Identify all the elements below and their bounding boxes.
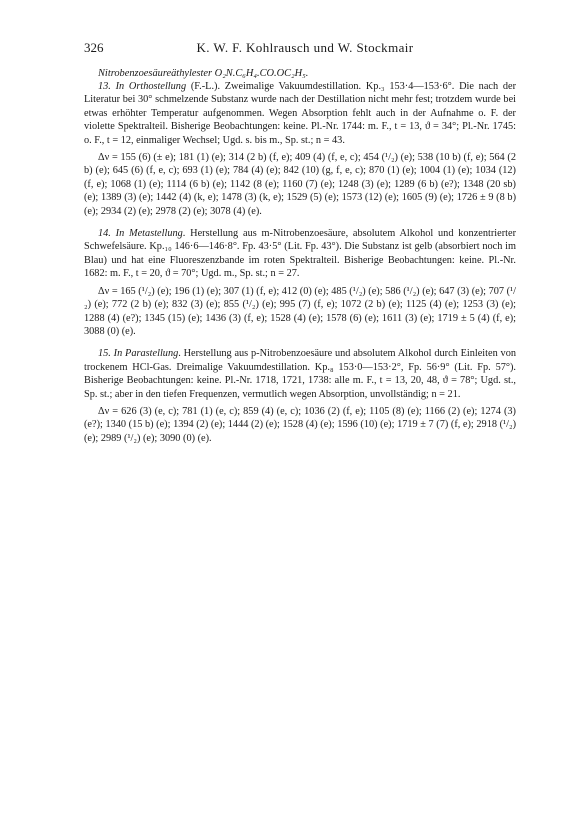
section-body: (F.-L.). Zweimalige Vakuumdestillation. Kp.₃ 153·4—153·6°. Die nach der Literatur bei 30° schmelzende Substanz wurde nach der Destillation nicht mehr fest; trotzdem wurde bei etwas erhöhter Temperatur aufgenommen. Wegen Absorption fehlt auch in der Aufnahme o. F. der violette Spektralteil. Bisherige Beobachtungen: keine. Pl.-Nr. 1744: m. F., t = 13, ϑ = 34°; Pl.-Nr. 1745: o. F., t = 12, einmaliger Wechsel; Ugd. s. bis m., Sp. st.; n = 43.: [84, 81, 516, 146]
page-header: [84, 40, 516, 56]
section-paragraph: [84, 227, 516, 281]
section-para: [84, 347, 516, 445]
page-number: 326: [84, 40, 104, 55]
section-body: . Herstellung aus m-Nitrobenzoesäure, absolutem Alkohol und konzentrierter Schwefelsäure. Kp.₁₀ 146·6—146·8°. Fp. 43·5° (Lit. Fp. 43°). Die Substanz ist gelb (absorbiert noch im Blau) und hat eine Fluoreszenzbande im roten Spektralteil. Bisherige Beobachtungen: keine. Pl.-Nr. 1682: m. F., t = 20, ϑ = 70°; Ugd. m., Sp. st.; n = 27.: [84, 228, 517, 280]
raman-spectrum: Δν = 165 (¹/₂) (e); 196 (1) (e); 307 (1) (f, e); 412 (0) (e); 485 (¹/₂) (e); 586 (¹/₂) (e); 647 (3) (e); 707 (¹/₂) (e); 772 (2 b) (e); 832 (3) (e); 855 (¹/₂) (e); 995 (7) (f, e); 1072 (2 b) (e); 1125 (4) (e); 1253 (3) (e); 1288 (4) (e?); 1345 (15) (e); 1436 (3) (f, e); 1528 (4) (e); 1578 (6) (e); 1611 (3) (e); 1719 ± 5 (4) (f, e); 3088 (0) (e).: [84, 285, 516, 337]
section-meta: [84, 227, 516, 338]
section-body: . Herstellung aus p-Nitrobenzoesäure und absolutem Alkohol durch Einleiten von trockenem HCl-Gas. Dreimalige Vakuumdestillation. Kp.₈ 153·0—153·2°, Fp. 56·9° (Lit. Fp. 57°). Bisherige Beobachtungen: keine. Pl.-Nr. 1718, 1721, 1738: alle m. F., t = 13, 20, 48, ϑ = 78°; Ugd. st., Sp. st.; aber in den tiefen Frequenzen, vermutlich wegen Absorption, unvollständig; n = 21.: [84, 348, 516, 400]
section-paragraph: [84, 347, 516, 401]
section-ortho: [84, 80, 516, 218]
running-head: K. W. F. Kohlrausch und W. Stockmair: [196, 40, 414, 55]
section-paragraph: [84, 80, 516, 147]
section-lead: 15. In Parastellung: [98, 348, 179, 360]
raman-spectrum: Δν = 626 (3) (e, c); 781 (1) (e, c); 859 (4) (e, c); 1036 (2) (f, e); 1105 (8) (e); 1166 (2) (e); 1274 (3) (e?); 1340 (15 b) (e); 1394 (2) (e); 1444 (2) (e); 1528 (4) (e); 1596 (10) (e); 1719 ± 7 (7) (f, e); 2918 (¹/₂) (e); 2989 (¹/₂) (e); 3090 (0) (e).: [84, 405, 516, 444]
section-lead: 13. In Orthostellung: [98, 81, 187, 92]
section-lead: 14. In Metastellung: [98, 228, 183, 240]
compound-title: Nitrobenzoesäureäthylester O₂N.C₆H₄.CO.OC₂H₅.: [98, 68, 309, 79]
raman-spectrum: Δν = 155 (6) (± e); 181 (1) (e); 314 (2 b) (f, e); 409 (4) (f, e, c); 454 (¹/₂) (e); 538 (10 b) (f, e); 564 (2 b) (e); 645 (6) (f, e, c); 693 (1) (e); 784 (4) (e); 842 (10) (g, f, e, c); 870 (1) (e); 1004 (1) (e); 1034 (12) (f, e); 1068 (1) (e); 1114 (6 b) (e); 1142 (8 (e); 1160 (7) (e); 1248 (3) (e); 1289 (6 b) (e?); 1348 (20 sb) (e); 1389 (3) (e); 1442 (4) (k, e); 1478 (3) (k, e); 1529 (5) (e); 1573 (12) (e); 1605 (9) (e); 1726 ± 9 (8 b) (e); 2934 (2) (e); 2978 (2) (e); 3078 (4) (e).: [84, 152, 516, 217]
